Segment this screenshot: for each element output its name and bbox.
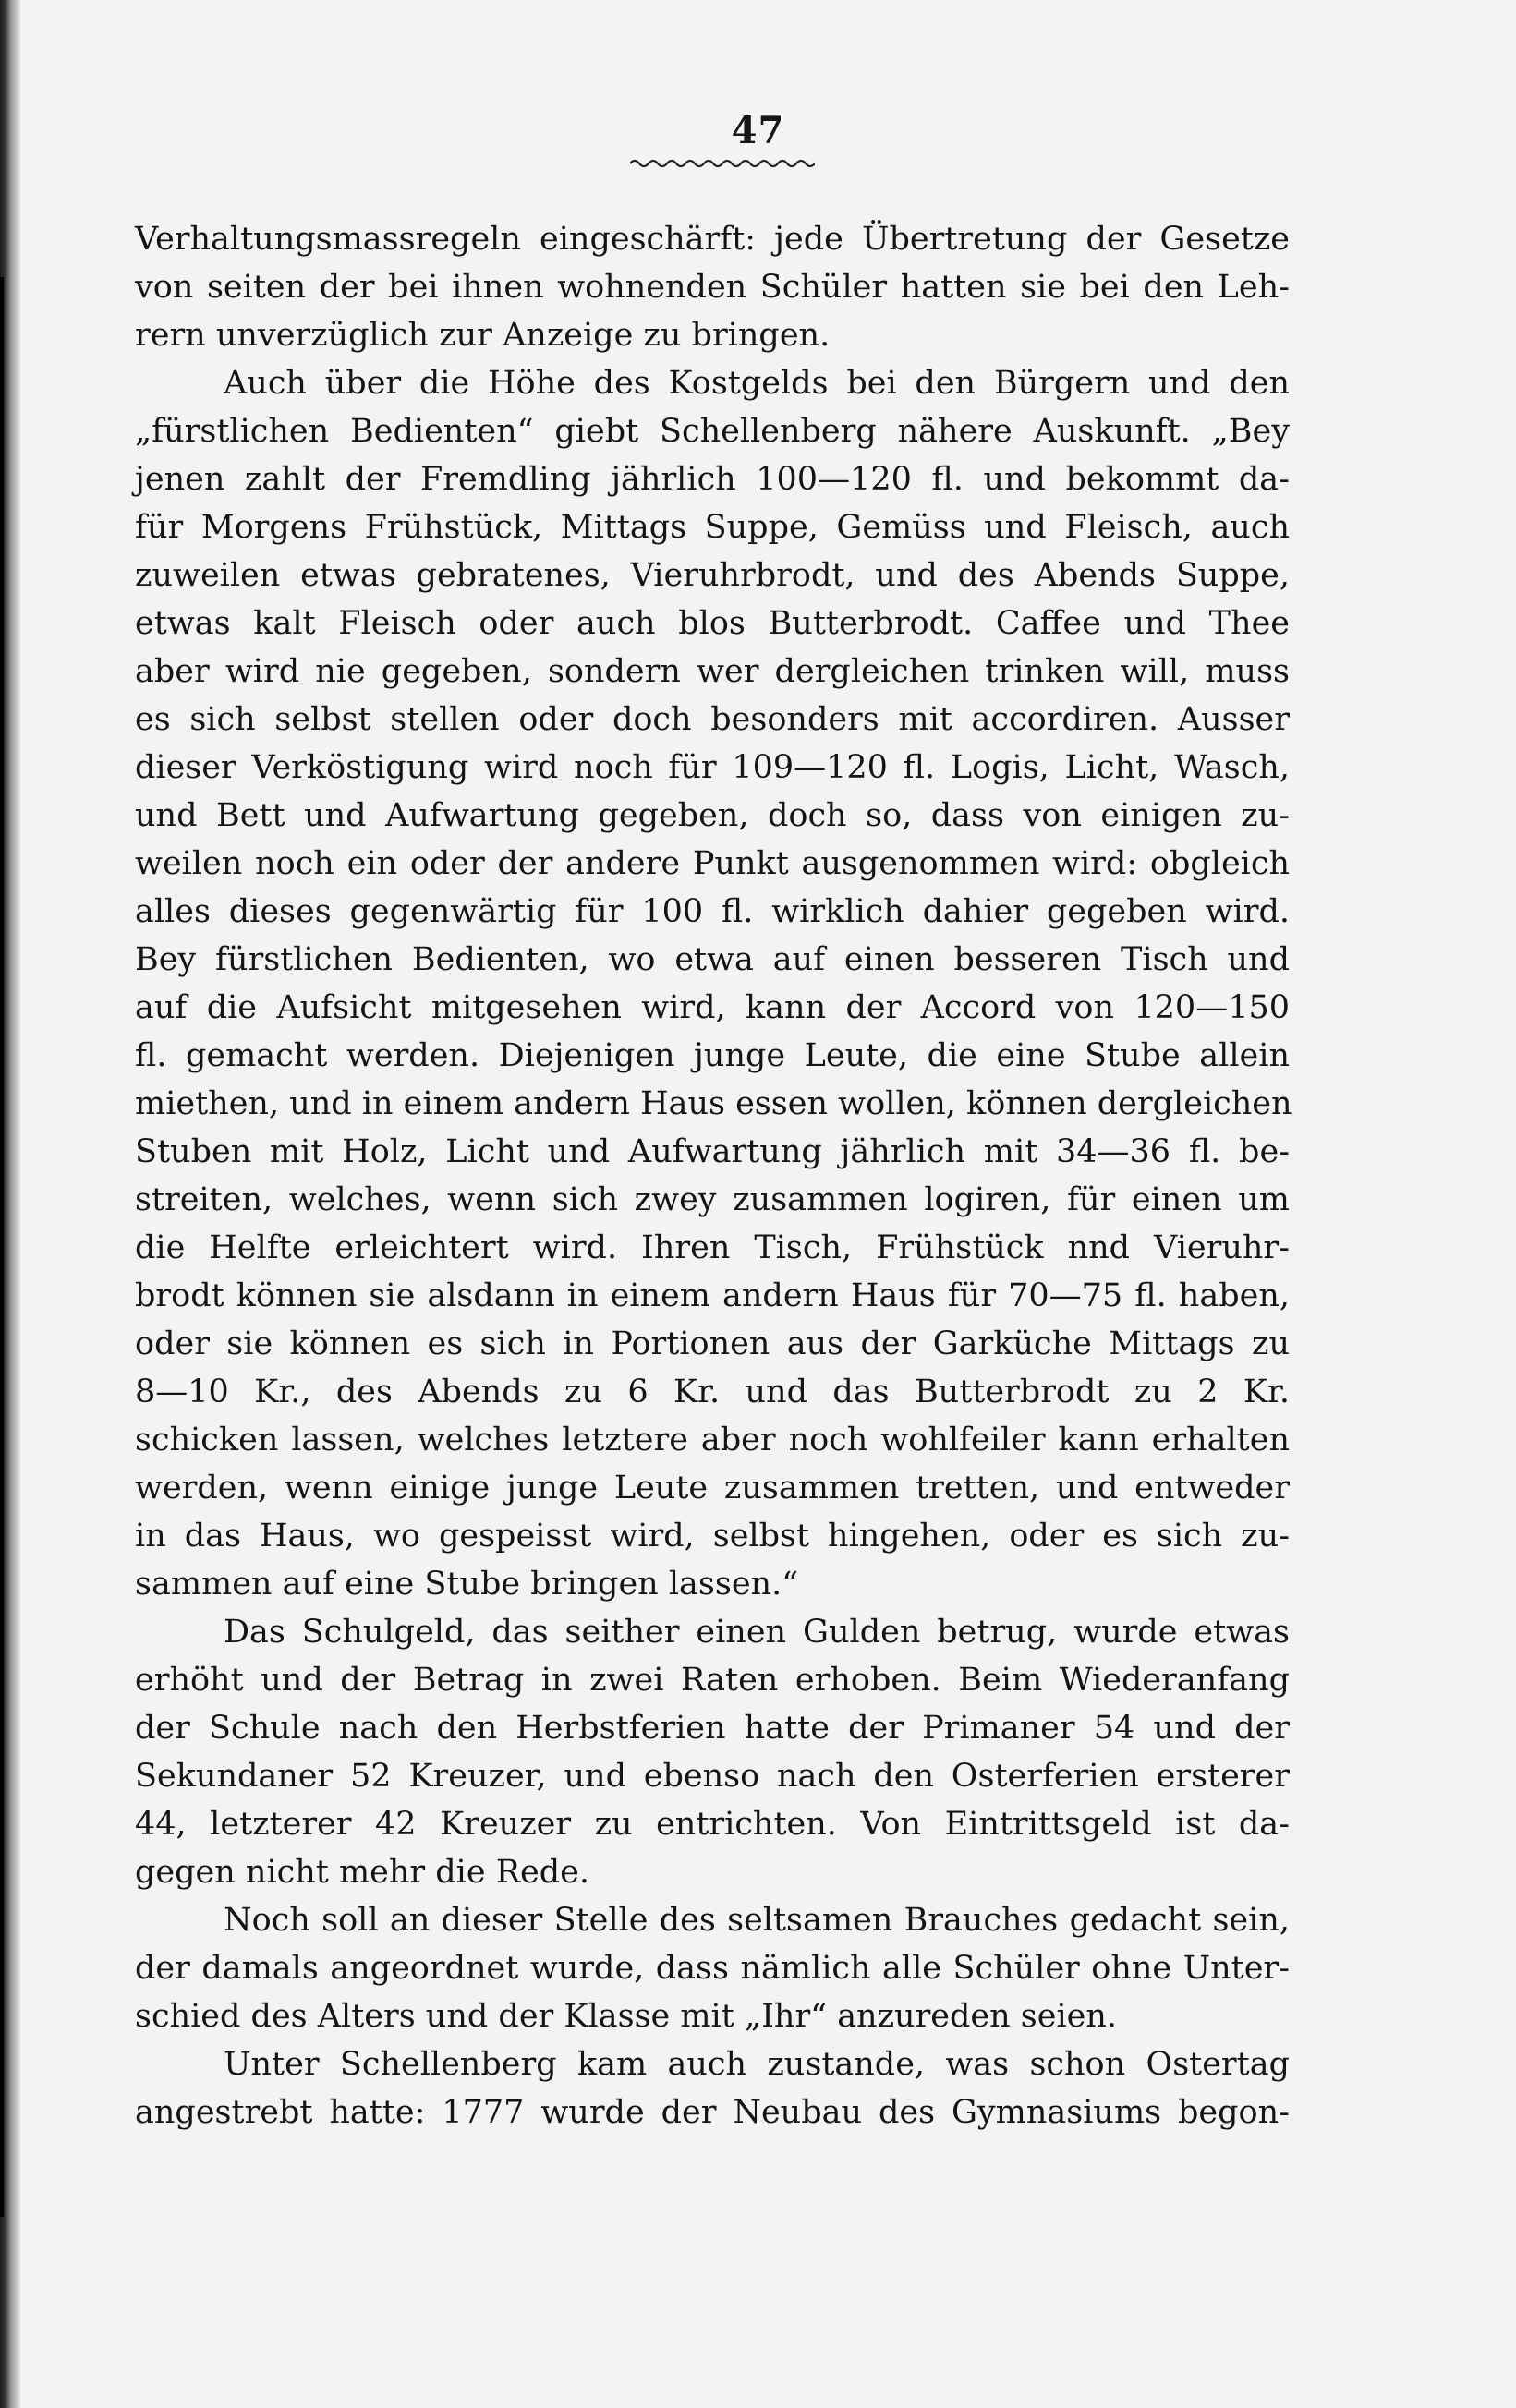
book-edge-line <box>0 277 4 2217</box>
body-text <box>135 215 1290 2136</box>
text-line: angestrebt hatte: 1777 wurde der Neubau des Gymnasiums begon- <box>135 2094 1290 2131</box>
text-line: oder sie können es sich in Portionen aus der Garküche Mittags zu <box>135 1325 1290 1362</box>
text-line: auf die Aufsicht mitgesehen wird, kann der Accord von 120—150 <box>135 989 1290 1026</box>
text-line: es sich selbst stellen oder doch besonders mit accordiren. Ausser <box>135 701 1290 738</box>
text-line: erhöht und der Betrag in zwei Raten erhoben. Beim Wiederanfang <box>135 1662 1290 1699</box>
text-line: 44, letzterer 42 Kreuzer zu entrichten. Von Eintrittsgeld ist da- <box>135 1806 1290 1843</box>
text-line: streiten, welches, wenn sich zwey zusammen logiren, für einen um <box>135 1181 1290 1218</box>
text-line: miethen, und in einem andern Haus essen wollen, können dergleichen <box>135 1085 1292 1122</box>
text-line: Sekundaner 52 Kreuzer, und ebenso nach den Osterferien ersterer <box>135 1758 1290 1795</box>
text-line: 8—10 Kr., des Abends zu 6 Kr. und das Butterbrodt zu 2 Kr. <box>135 1373 1290 1410</box>
text-line: Das Schulgeld, das seither einen Gulden betrug, wurde etwas <box>224 1614 1290 1651</box>
text-line: „fürstlichen Bedienten“ giebt Schellenberg nähere Auskunft. „Bey <box>135 413 1290 450</box>
text-line: jenen zahlt der Fremdling jährlich 100—120 fl. und bekommt da- <box>135 461 1290 498</box>
text-line: Bey fürstlichen Bedienten, wo etwa auf einen besseren Tisch und <box>135 941 1290 978</box>
text-line: Noch soll an dieser Stelle des seltsamen Brauches gedacht sein, <box>224 1902 1290 1939</box>
text-line: schicken lassen, welches letztere aber noch wohlfeiler kann erhalten <box>135 1422 1290 1458</box>
text-line: die Helfte erleichtert wird. Ihren Tisch, Frühstück nnd Vieruhr- <box>135 1229 1290 1266</box>
text-line: alles dieses gegenwärtig für 100 fl. wirklich dahier gegeben wird. <box>135 893 1290 930</box>
text-line: fl. gemacht werden. Diejenigen junge Leute, die eine Stube allein <box>135 1037 1290 1074</box>
text-line: und Bett und Aufwartung gegeben, doch so, dass von einigen zu- <box>135 797 1290 834</box>
text-line: für Morgens Frühstück, Mittags Suppe, Gemüss und Fleisch, auch <box>135 509 1290 546</box>
text-line: brodt können sie alsdann in einem andern Haus für 70—75 fl. haben, <box>135 1277 1290 1314</box>
text-line: aber wird nie gegeben, sondern wer dergleichen trinken will, muss <box>135 653 1290 690</box>
text-line: etwas kalt Fleisch oder auch blos Butterbrodt. Caffee und Thee <box>135 605 1290 642</box>
text-line: Auch über die Höhe des Kostgelds bei den Bürgern und den <box>224 365 1290 402</box>
text-line: der damals angeordnet wurde, dass nämlich alle Schüler ohne Unter- <box>135 1950 1290 1987</box>
text-line: Stuben mit Holz, Licht und Aufwartung jährlich mit 34—36 fl. be- <box>135 1133 1290 1170</box>
text-line: schied des Alters und der Klasse mit „Ihr“ anzureden seien. <box>135 1998 1118 2035</box>
text-line: der Schule nach den Herbstferien hatte der Primaner 54 und der <box>135 1710 1290 1747</box>
text-line: Verhaltungsmassregeln eingeschärft: jede Übertretung der Gesetze <box>135 221 1290 258</box>
text-line: weilen noch ein oder der andere Punkt ausgenommen wird: obgleich <box>135 845 1290 882</box>
text-line: in das Haus, wo gespeisst wird, selbst hingehen, oder es sich zu- <box>135 1518 1290 1555</box>
text-line: Unter Schellenberg kam auch zustande, was schon Ostertag <box>224 2046 1290 2083</box>
wavy-rule-ornament <box>630 157 815 170</box>
text-line: von seiten der bei ihnen wohnenden Schüler hatten sie bei den Leh- <box>135 269 1290 306</box>
text-line: sammen auf eine Stube bringen lassen.“ <box>135 1566 799 1603</box>
text-line: rern unverzüglich zur Anzeige zu bringen. <box>135 317 831 354</box>
page-number: 47 <box>731 109 785 152</box>
text-line: dieser Verköstigung wird noch für 109—120 fl. Logis, Licht, Wasch, <box>135 749 1290 786</box>
text-line: werden, wenn einige junge Leute zusammen tretten, und entweder <box>135 1470 1290 1507</box>
text-line: gegen nicht mehr die Rede. <box>135 1854 590 1891</box>
text-line: zuweilen etwas gebratenes, Vieruhrbrodt, und des Abends Suppe, <box>135 557 1290 594</box>
